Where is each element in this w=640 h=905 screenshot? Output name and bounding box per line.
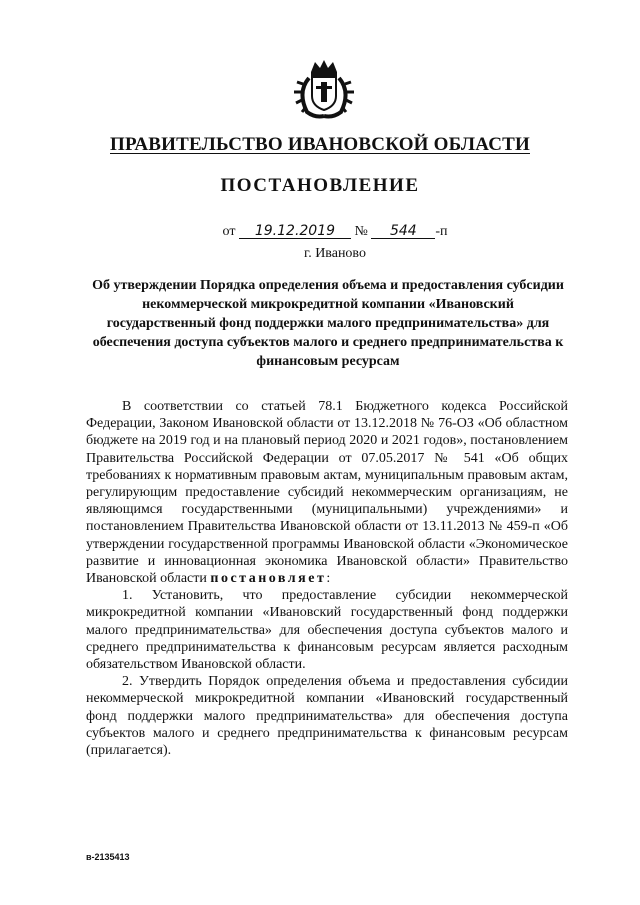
- document-subject: Об утверждении Порядка определения объема и предоставления субсидии некоммерческой микрокредитной компании «Ивановский государственный фонд поддержки малого предпринимательства» для обеспечения доступа субъектов малого и среднего предпринимательства к финансовым ресурсам: [92, 278, 564, 369]
- coat-of-arms-icon: [291, 58, 357, 120]
- resolves-word: постановляет: [210, 571, 327, 587]
- document-type: ПОСТАНОВЛЕНИЕ: [220, 175, 420, 196]
- footer-code: в-2135413: [86, 852, 130, 862]
- item-1-paragraph: 1. Установить, что предоставление субсидии некоммерческой микрокредитной компании «Ивановский государственный фонд поддержки малого предпринимательства» для обеспечения доступа субъектов малого и среднего предпринимательства к финансовым ресурсам является расходным обязательством Ивановской области.: [86, 588, 568, 673]
- document-date: 19.12.2019: [239, 224, 351, 239]
- document-number-line: [0, 224, 640, 240]
- document-number: 544: [371, 224, 435, 239]
- preamble-paragraph: В соответствии со статьей 78.1 Бюджетного кодекса Российской Федерации, Законом Ивановской области от 13.12.2018 № 76-ОЗ «Об областном бюджете на 2019 год и на плановый период 2020 и 2021 годов», постановлением Правительства Российской Федерации от 07.05.2017 № 541 «Об общих требованиях к нормативным правовым актам, муниципальным правовым актам, регулирующим предоставление субсидий некоммерческим организациям, не являющимся государственными (муниципальными) учреждениями» и постановлением Правительства Ивановской области от 13.11.2013 № 459-п «Об утверждении государственной программы Ивановской области «Экономическое развитие и инновационная экономика Ивановской области» Правительство Ивановской области постановляет:: [86, 399, 568, 587]
- from-label: от: [222, 224, 236, 239]
- government-title: ПРАВИТЕЛЬСТВО ИВАНОВСКОЙ ОБЛАСТИ: [110, 134, 530, 155]
- city: г. Иваново: [304, 246, 366, 261]
- number-label: №: [354, 224, 368, 239]
- item-2-paragraph: 2. Утвердить Порядок определения объема и предоставления субсидии некоммерческой микрокредитной компании «Ивановский государственный фонд поддержки малого предпринимательства» для обеспечения доступа субъектов малого и среднего предпринимательства к финансовым ресурсам (прилагается).: [86, 674, 568, 759]
- preamble-text: В соответствии со статьей 78.1 Бюджетного кодекса Российской Федерации, Законом Ивановской области от 13.12.2018 № 76-ОЗ «Об областном бюджете на 2019 год и на плановый период 2020 и 2021 годов», постановлением Правительства Российской Федерации от 07.05.2017 № 541 «Об общих требованиях к нормативным правовым актам, муниципальным правовым актам, регулирующим предоставление субсидий некоммерческим организациям, не являющимся государственными (муниципальными) учреждениями» и постановлением Правительства Ивановской области от 13.11.2013 № 459-п «Об утверждении государственной программы Ивановской области «Экономическое развитие и инновационная экономика Ивановской области» Правительство Ивановской области: [86, 399, 568, 587]
- document-body: [86, 398, 568, 759]
- number-suffix: -п: [435, 224, 448, 239]
